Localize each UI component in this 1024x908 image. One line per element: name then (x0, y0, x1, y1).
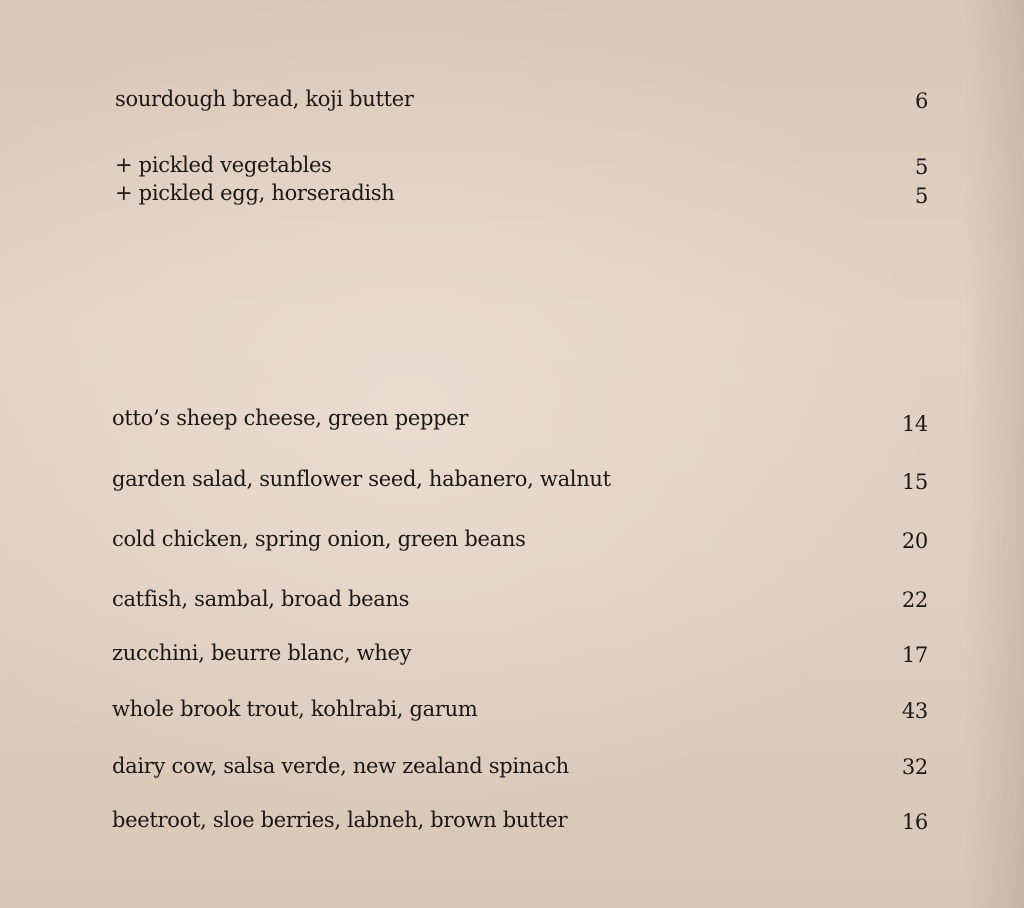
menu-item-price: 43 (901, 699, 928, 723)
menu-item-price: 5 (914, 184, 928, 208)
menu-item-name: sourdough bread, koji butter (115, 87, 414, 111)
menu-item-name: whole brook trout, kohlrabi, garum (112, 697, 478, 721)
menu-item-price: 32 (901, 755, 928, 779)
menu-item-price: 6 (914, 89, 928, 113)
menu-item-name: zucchini, beurre blanc, whey (112, 641, 412, 665)
menu-item-name: catfish, sambal, broad beans (112, 587, 410, 611)
menu-item-name: cold chicken, spring onion, green beans (112, 527, 526, 551)
menu-item-name: + pickled egg, horseradish (115, 181, 395, 205)
menu-item-price: 5 (914, 155, 928, 179)
menu-item-price: 14 (901, 412, 928, 436)
menu-item-name: otto’s sheep cheese, green pepper (112, 406, 469, 430)
menu-item-price: 22 (901, 588, 928, 612)
menu-item-price: 17 (901, 643, 928, 667)
menu-item-name: + pickled vegetables (115, 153, 332, 177)
menu-item-price: 15 (901, 470, 928, 494)
menu-item-price: 20 (901, 529, 928, 553)
menu-item-name: beetroot, sloe berries, labneh, brown butter (112, 808, 568, 832)
menu-item-price: 16 (901, 810, 928, 834)
menu-item-name: garden salad, sunflower seed, habanero, walnut (112, 467, 611, 491)
menu-item-name: dairy cow, salsa verde, new zealand spinach (112, 754, 569, 778)
